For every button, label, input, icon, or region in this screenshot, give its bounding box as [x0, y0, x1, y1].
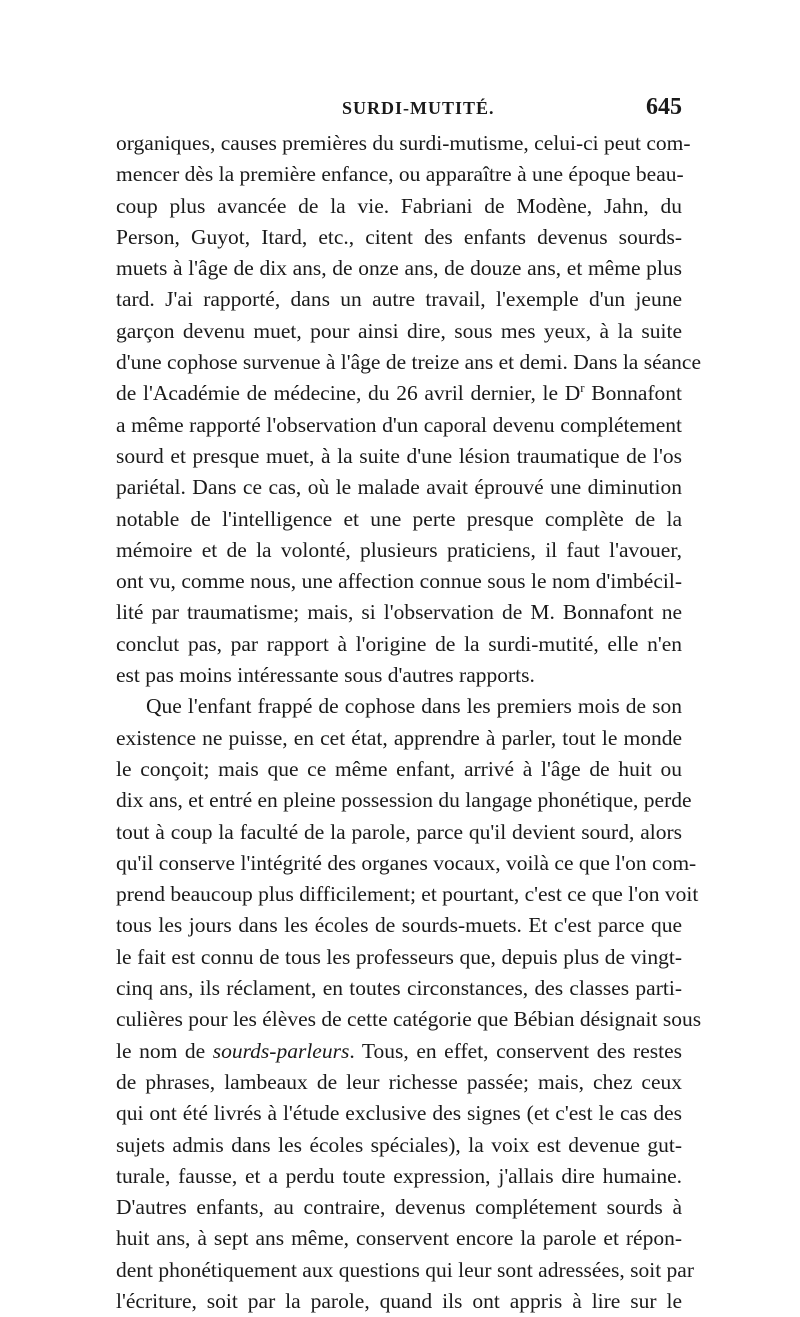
text-line: a même rapporté l'observation d'un caporal devenu complétement: [116, 412, 682, 437]
text-line: sujets admis dans les écoles spéciales), la voix est devenue gut-: [116, 1132, 682, 1157]
text-line: pariétal. Dans ce cas, où le malade avait éprouvé une diminution: [116, 475, 682, 500]
text-line: existence ne puisse, en cet état, apprendre à parler, tout le monde: [116, 725, 682, 750]
text-line: mencer dès la première enfance, ou apparaître à une époque beau-: [116, 162, 684, 187]
text-line: d'une cophose survenue à l'âge de treize ans et demi. Dans la séance: [116, 350, 702, 375]
text-line: prend beaucoup plus difficilement; et pourtant, c'est ce que l'on voit: [116, 882, 699, 907]
text-line: le fait est connu de tous les professeurs que, depuis plus de vingt-: [116, 944, 682, 969]
text-line: le conçoit; mais que ce même enfant, arrivé à l'âge de huit ou: [116, 756, 682, 781]
text-line: organiques, causes premières du surdi-mutisme, celui-ci peut com-: [116, 131, 691, 155]
text-line: culières pour les élèves de cette catégorie que Bébian désignait sous: [116, 1007, 702, 1032]
text-line: D'autres enfants, au contraire, devenus complétement sourds à: [116, 1195, 682, 1220]
text-line: tout à coup la faculté de la parole, parce qu'il devient sourd, alors: [116, 819, 682, 844]
text-line: ont vu, comme nous, une affection connue sous le nom d'imbécil-: [116, 569, 682, 594]
running-head: [116, 94, 682, 128]
text-line: turale, fausse, et a perdu toute expression, j'allais dire humaine.: [116, 1163, 682, 1188]
text-line: [116, 378, 682, 409]
running-head-title: SURDI-MUTITÉ.: [342, 98, 495, 118]
text-line: dent phonétiquement aux questions qui leur sont adressées, soit par: [116, 1257, 694, 1282]
text-line: sourd et presque muet, à la suite d'une lésion traumatique de l'os: [116, 443, 682, 468]
text-line: qu'il conserve l'intégrité des organes vocaux, voilà ce que l'on com-: [116, 850, 697, 875]
text-line: [116, 1036, 682, 1067]
text-segment: . Tous, en effet, conservent des restes: [349, 1038, 682, 1063]
text-line: dix ans, et entré en pleine possession du langage phonétique, perde: [116, 788, 692, 813]
text-segment: Bonnafont: [584, 381, 682, 406]
body-text: [116, 128, 702, 1317]
text-line: tous les jours dans les écoles de sourds-muets. Et c'est parce que: [116, 913, 682, 938]
text-line: l'écriture, soit par la parole, quand ils ont appris à lire sur le: [116, 1288, 682, 1313]
text-line: qui ont été livrés à l'étude exclusive des signes (et c'est le cas des: [116, 1101, 682, 1126]
text-line: de phrases, lambeaux de leur richesse passée; mais, chez ceux: [116, 1069, 682, 1094]
text-line: coup plus avancée de la vie. Fabriani de Modène, Jahn, du: [116, 193, 682, 218]
text-line: mémoire et de la volonté, plusieurs praticiens, il faut l'avouer,: [116, 537, 682, 562]
text-segment: le nom de: [116, 1038, 213, 1063]
text-line: garçon devenu muet, pour ainsi dire, sous mes yeux, à la suite: [116, 318, 682, 343]
text-line: est pas moins intéressante sous d'autres rapports.: [116, 663, 535, 688]
text-segment: de l'Académie de médecine, du 26 avril dernier, le D: [116, 381, 581, 406]
text-line: Person, Guyot, Itard, etc., citent des enfants devenus sourds-: [116, 224, 682, 249]
text-line: huit ans, à sept ans même, conservent encore la parole et répon-: [116, 1226, 682, 1251]
text-line: lité par traumatisme; mais, si l'observation de M. Bonnafont ne: [116, 600, 682, 625]
superscript: r: [580, 381, 585, 396]
text-line: notable de l'intelligence et une perte presque complète de la: [116, 506, 682, 531]
italic-term: sourds-parleurs: [212, 1038, 350, 1063]
page-number: 645: [646, 94, 682, 120]
text-line: conclut pas, par rapport à l'origine de la surdi-mutité, elle n'en: [116, 631, 682, 656]
text-line: cinq ans, ils réclament, en toutes circonstances, des classes parti-: [116, 976, 682, 1001]
text-line: muets à l'âge de dix ans, de onze ans, de douze ans, et même plus: [116, 256, 682, 281]
text-line: tard. J'ai rapporté, dans un autre travail, l'exemple d'un jeune: [116, 287, 682, 312]
text-line: Que l'enfant frappé de cophose dans les premiers mois de son: [146, 694, 682, 719]
